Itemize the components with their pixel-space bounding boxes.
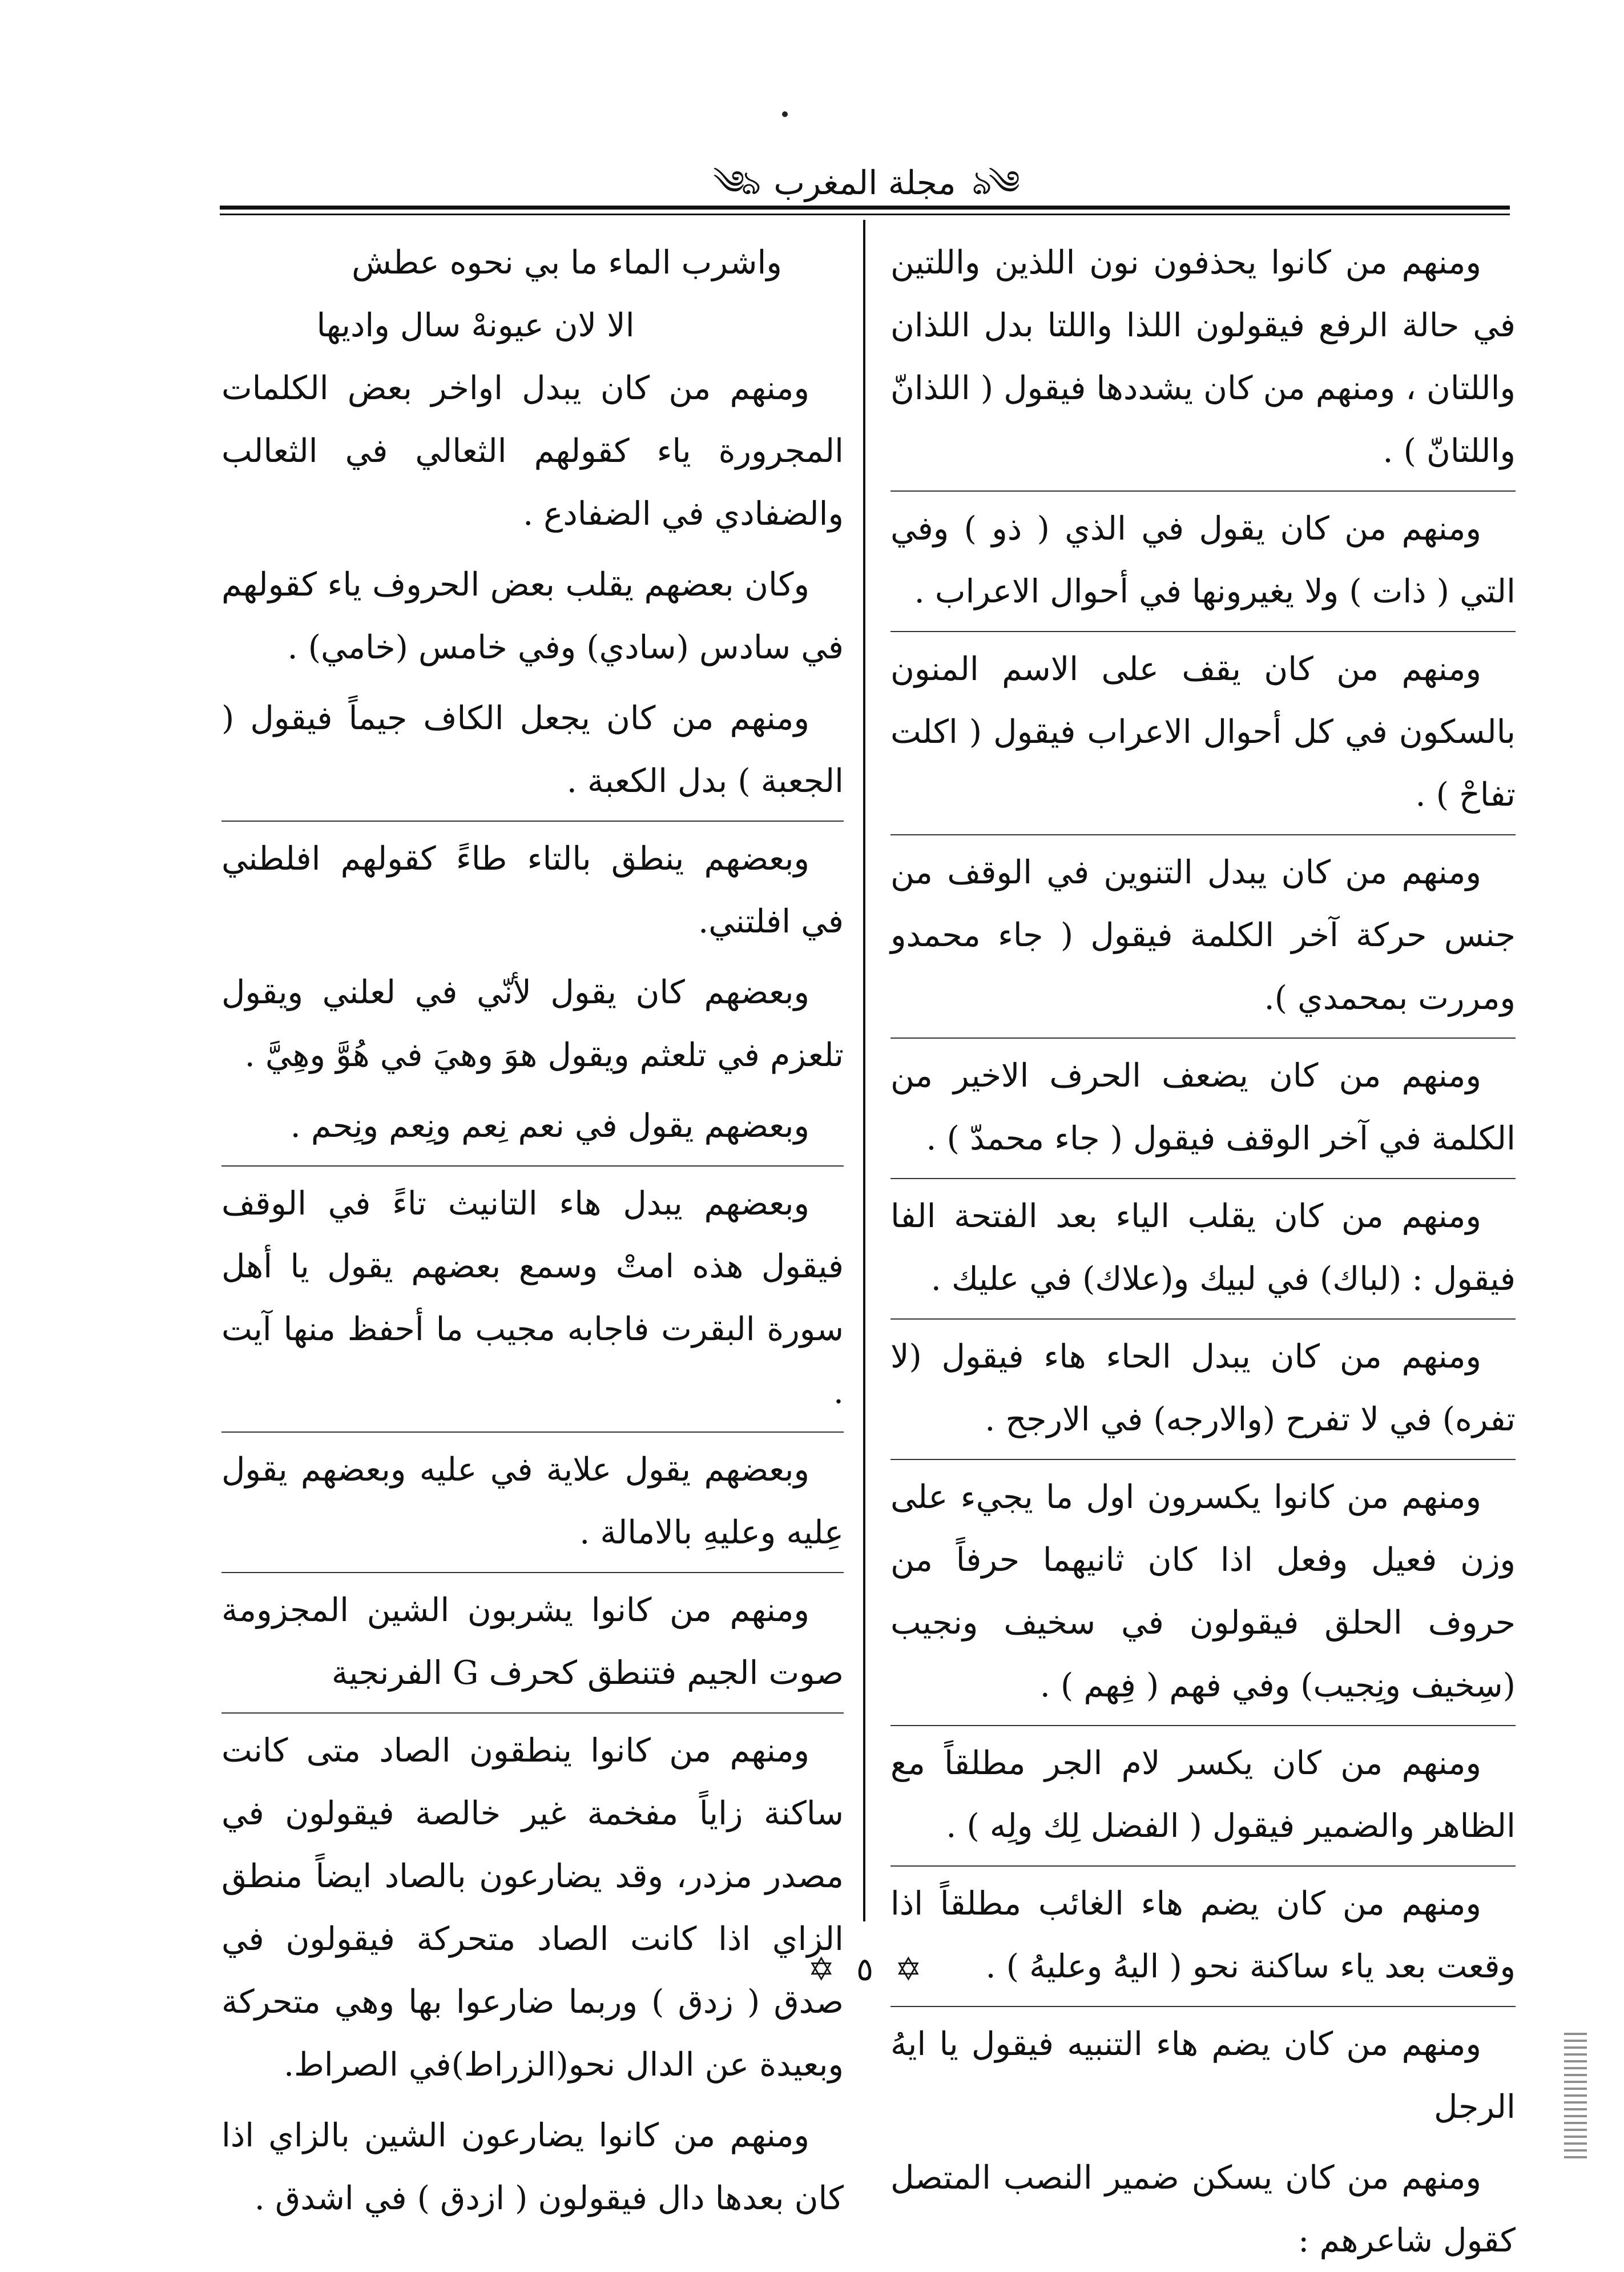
verse-line-1: واشرب الماء ما بي نحوه عطش xyxy=(352,244,782,282)
paragraph-separator xyxy=(890,1178,1516,1179)
paragraph: ومنهم من كان يقف على الاسم المنون بالسكون في كل أحوال الاعراب فيقول ( اكلت تفاحْ ) . xyxy=(890,650,1516,814)
paragraph: وبعضهم يبدل هاء التانيث تاءً في الوقف فيقول هذه امتْ وسمع بعضهم يقول يا أهل سورة البقرت فاجابه مجيب ما أحفظ منها آيت . xyxy=(221,1185,844,1411)
paragraph-separator xyxy=(221,1431,844,1433)
paragraph: ومنهم من كان يضم هاء التنبيه فيقول يا ايهُ الرجل xyxy=(890,2025,1516,2126)
paragraph-separator xyxy=(890,834,1516,835)
paragraph: ومنهم من كان يكسر لام الجر مطلقاً مع الظاهر والضمير فيقول ( الفضل لِك ولِه ) . xyxy=(890,1744,1516,1845)
paragraph-separator xyxy=(221,1712,844,1714)
paragraph: ومنهم من كان يسكن ضمير النصب المتصل كقول شاعرهم : xyxy=(890,2159,1516,2259)
paragraph: ومنهم من كان يجعل الكاف جيماً فيقول ( الجعبة ) بدل الكعبة . xyxy=(221,699,844,800)
paragraph-separator xyxy=(890,1725,1516,1726)
paragraph: وكان بعضهم يقلب بعض الحروف ياء كقولهم في سادس (سادي) وفي خامس (خامي) . xyxy=(221,566,844,666)
paragraph: وبعضهم ينطق بالتاء طاءً كقولهم افلطني في افلتني. xyxy=(221,840,844,940)
ornament-left-icon: ༄ঌ xyxy=(713,163,758,202)
paragraph-separator xyxy=(890,631,1516,632)
paragraph: ومنهم من كان يقول في الذي ( ذو ) وفي التي ( ذات ) ولا يغيرونها في أحوال الاعراب . xyxy=(890,510,1516,610)
paragraph: ومنهم من كان يضم هاء الغائب مطلقاً اذا وقعت بعد ياء ساكنة نحو ( اليهُ وعليهُ ) . xyxy=(890,1885,1516,1985)
paragraph: ومنهم من كانوا يضارعون الشين بالزاي اذا كان بعدها دال فيقولون ( ازدق ) في اشدق . xyxy=(221,2117,844,2217)
page-footer xyxy=(220,1944,1510,1996)
paragraph: ومنهم من كان يبدل اواخر بعض الكلمات المجرورة ياء كقولهم الثعالي في الثعالب والضفادي في الضفادع . xyxy=(221,369,844,533)
verse-line-2: الا لان عيونهْ سال واديها xyxy=(316,307,635,344)
paragraph-separator xyxy=(890,2006,1516,2007)
header-title-group xyxy=(713,154,1017,211)
header-rule-thick xyxy=(220,206,1510,210)
right-column xyxy=(890,231,1516,2259)
paragraph: ومنهم من كان يبدل التنوين في الوقف من جنس حركة آخر الكلمة فيقول ( جاء محمدو ومررت بمحمدي ). xyxy=(890,854,1516,1017)
paragraph-separator xyxy=(890,1038,1516,1039)
left-column xyxy=(221,231,844,2217)
paragraph-separator xyxy=(890,1318,1516,1320)
paragraph: ومنهم من كان يقلب الياء بعد الفتحة الفا فيقول : (لباك) في لبيك و(علاك) في عليك . xyxy=(890,1197,1516,1298)
column-divider xyxy=(863,220,865,1921)
ink-dot xyxy=(782,111,788,117)
ornament-right-icon: ঌ༄ xyxy=(972,163,1017,202)
paragraph-separator xyxy=(890,1459,1516,1460)
paragraph: ومنهم من كانوا يحذفون نون اللذين واللتين في حالة الرفع فيقولون اللذا واللتا بدل اللذان واللتان ، ومنهم من كان يشددها فيقول ( اللذانّ واللتانّ ) . xyxy=(890,244,1516,470)
star-right-icon: ✡ xyxy=(894,1951,922,1988)
star-left-icon: ✡ xyxy=(808,1951,835,1988)
paragraph: ومنهم من كان يضعف الحرف الاخير من الكلمة في آخر الوقف فيقول ( جاء محمدّ ) . xyxy=(890,1057,1516,1157)
paragraph: ومنهم من كانوا يكسرون اول ما يجيء على وزن فعيل وفعل اذا كان ثانيهما حرفاً من حروف الحلق فيقولون في سخيف ونجيب (سِخيف ونِجيب) وفي فهم ( فِهم ) . xyxy=(890,1478,1516,1704)
paragraph-separator xyxy=(890,490,1516,492)
journal-title: مجلة المغرب xyxy=(773,163,956,202)
paragraph: وبعضهم يقول علاية في عليه وبعضهم يقول عِليه وعليهِ بالامالة . xyxy=(221,1451,844,1551)
scan-edge-marks xyxy=(1564,2033,1587,2158)
paragraph-separator xyxy=(890,1865,1516,1867)
paragraph-separator xyxy=(221,1572,844,1573)
paragraph-separator xyxy=(221,1165,844,1167)
paragraph: ومنهم من كانوا يشربون الشين المجزومة صوت الجيم فتنطق كحرف G الفرنجية xyxy=(221,1591,844,1692)
paragraph: ومنهم من كانوا ينطقون الصاد متى كانت ساكنة زاياً مفخمة غير خالصة فيقولون في مصدر مزدر، وقد يضارعون بالصاد ايضاً منطق الزاي اذا كانت الصاد متحركة فيقولون في صدق ( زدق ) وربما ضارعوا بها وهي متحركة وبعيدة عن الدال نحو(الزراط)في الصراط. xyxy=(221,1732,844,2084)
paragraph: وبعضهم يقول في نعم نِعم ونِعم ونِحم . xyxy=(290,1107,809,1145)
paragraph: وبعضهم كان يقول لأنّي في لعلني ويقول تلعزم في تلعثم ويقول هوَ وهيَ في هُوَّ وهِيَّ . xyxy=(221,974,844,1074)
header-rule-thin xyxy=(220,214,1510,215)
page-number: ٥ xyxy=(856,1951,874,1988)
paragraph: ومنهم من كان يبدل الحاء هاء فيقول (لا تفره) في لا تفرح (والارجه) في الارجح . xyxy=(890,1338,1516,1438)
paragraph-separator xyxy=(221,821,844,822)
